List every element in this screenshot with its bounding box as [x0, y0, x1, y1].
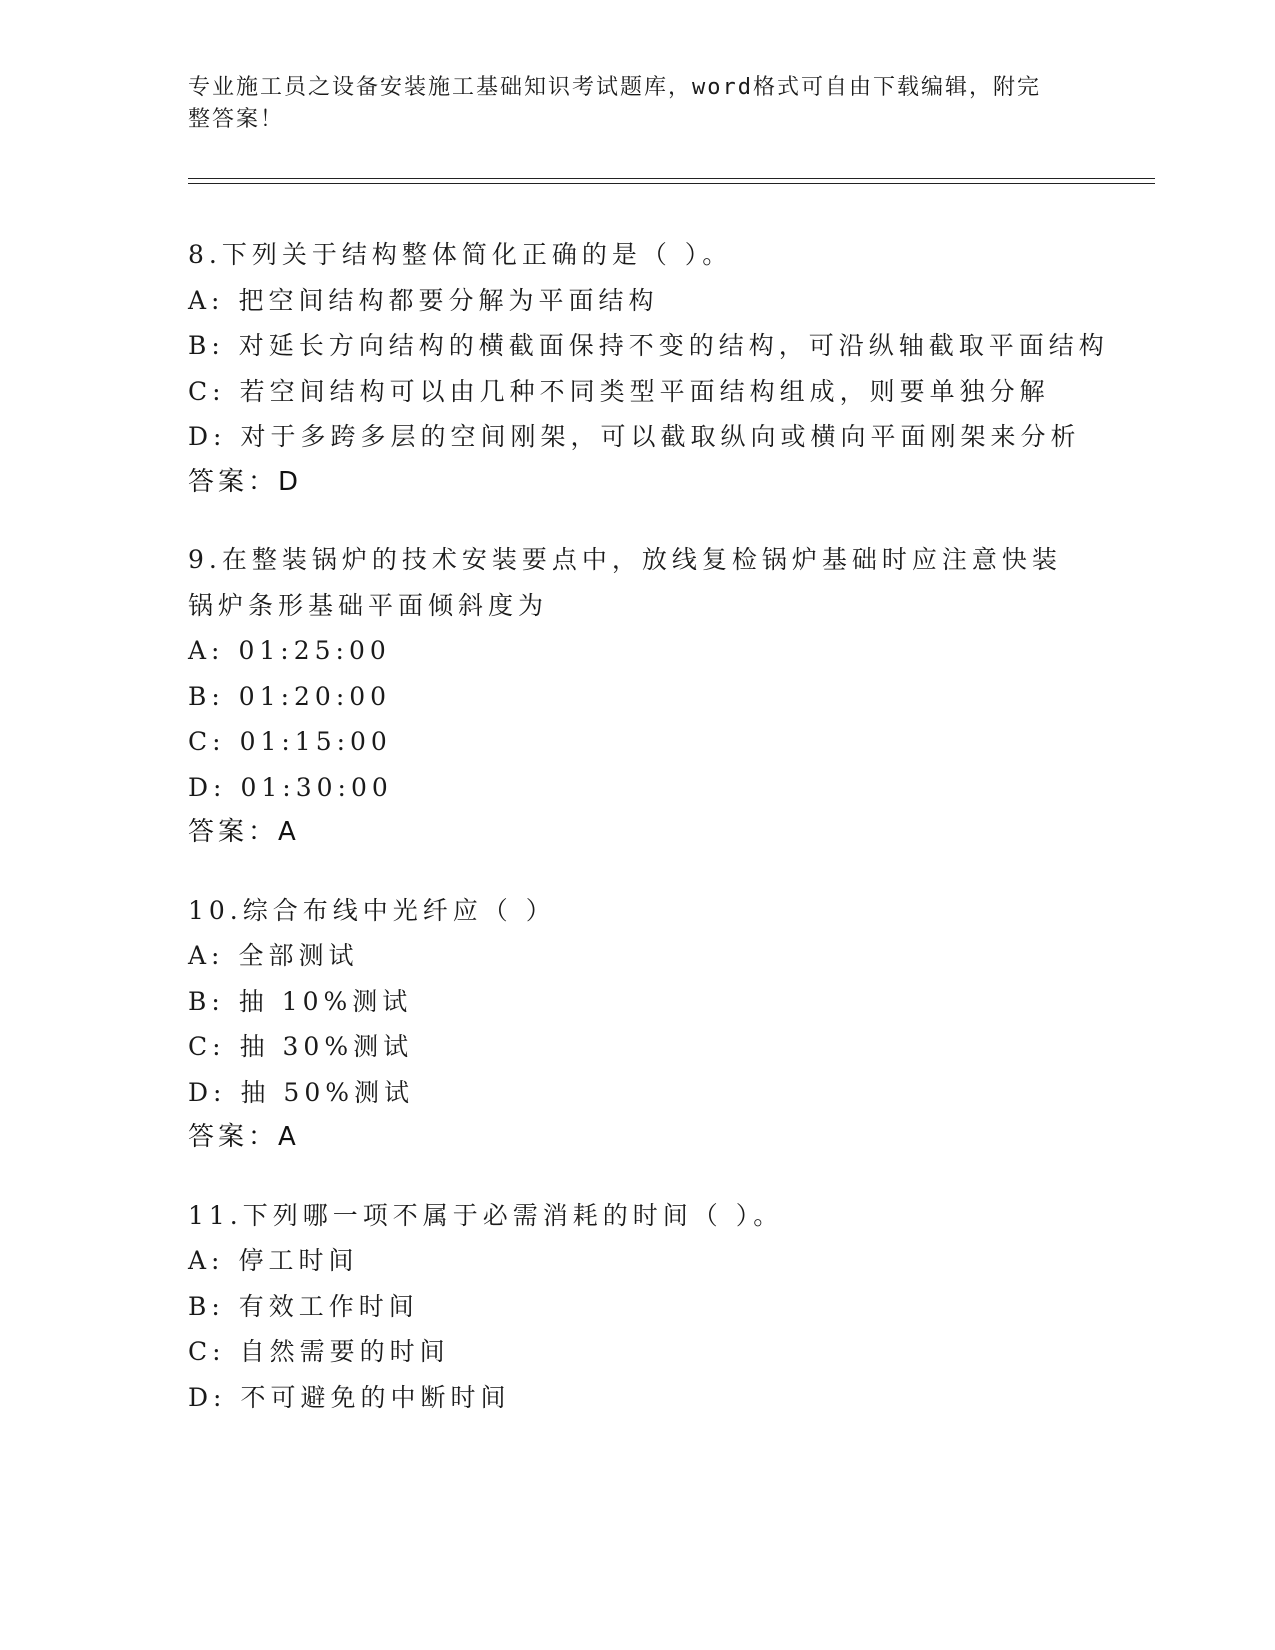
option-d	[188, 765, 1148, 811]
question-11	[188, 1193, 1148, 1421]
option-b	[188, 979, 1148, 1025]
option-text: 停工时间	[238, 1246, 359, 1275]
option-key: B:	[188, 986, 225, 1016]
option-key: D:	[188, 422, 227, 451]
question-text: 8.下列关于结构整体简化正确的是（ ）。	[188, 240, 733, 269]
option-key: C:	[188, 1032, 226, 1061]
option-key: A:	[188, 285, 225, 315]
option-text: 把空间结构都要分解为平面结构	[238, 285, 659, 315]
question-text: 11.下列哪一项不属于必需消耗的时间（ ）。	[188, 1200, 784, 1230]
option-c	[188, 369, 1148, 415]
option-b	[188, 1284, 1148, 1330]
option-d	[188, 1375, 1148, 1421]
option-key: C:	[188, 376, 226, 406]
header-divider-bottom	[188, 183, 1155, 184]
document-header	[188, 72, 1068, 136]
answer-label: 答案：A	[188, 1122, 300, 1152]
question-text: 9.在整装锅炉的技术安装要点中，放线复检锅炉基础时应注意快装锅炉条形基础平面倾斜度为	[188, 545, 1062, 620]
option-key: B:	[188, 1291, 225, 1321]
option-a	[188, 628, 1148, 674]
option-text: 对于多跨多层的空间刚架，可以截取纵向或横向平面刚架来分析	[240, 422, 1081, 451]
option-key: C:	[188, 1337, 226, 1366]
option-text: 自然需要的时间	[239, 1337, 450, 1366]
header-title-line-2: 整答案！	[188, 107, 285, 132]
option-text: 抽 30%测试	[239, 1032, 414, 1061]
option-key: D:	[188, 1077, 227, 1107]
option-c	[188, 1329, 1148, 1375]
option-key: A:	[188, 636, 225, 665]
option-key: D:	[188, 1382, 227, 1412]
question-text: 10.综合布线中光纤应（ ）	[188, 895, 556, 925]
header-divider-top	[188, 178, 1155, 179]
option-text: 抽 10%测试	[238, 986, 413, 1016]
option-key: A:	[188, 1246, 225, 1275]
option-d	[188, 1070, 1148, 1116]
option-key: D:	[188, 772, 227, 802]
option-text: 有效工作时间	[238, 1291, 419, 1321]
option-text: 对延长方向结构的横截面保持不变的结构，可沿纵轴截取平面结构	[238, 331, 1109, 360]
answer-label: 答案：A	[188, 817, 300, 847]
option-key: C:	[188, 727, 226, 756]
option-d	[188, 414, 1148, 460]
option-text: 01:20:00	[238, 681, 392, 711]
option-a	[188, 933, 1148, 979]
question-10	[188, 888, 1148, 1161]
option-text: 全部测试	[238, 941, 359, 970]
option-key: A:	[188, 941, 225, 970]
option-c	[188, 1024, 1148, 1070]
option-b	[188, 323, 1148, 369]
option-text: 若空间结构可以由几种不同类型平面结构组成，则要单独分解	[239, 376, 1050, 406]
option-key: B:	[188, 331, 225, 360]
question-list	[188, 232, 1148, 1452]
option-text: 抽 50%测试	[240, 1077, 414, 1107]
question-8	[188, 232, 1148, 505]
answer-label: 答案：D	[188, 466, 303, 497]
option-text: 01:30:00	[240, 772, 393, 802]
option-c	[188, 719, 1148, 765]
option-a	[188, 278, 1148, 324]
option-a	[188, 1238, 1148, 1284]
question-9	[188, 537, 1148, 856]
option-key: B:	[188, 681, 225, 711]
option-b	[188, 674, 1148, 720]
option-text: 01:15:00	[239, 727, 392, 756]
header-title-line-1: 专业施工员之设备安装施工基础知识考试题库，word格式可自由下载编辑，附完	[188, 75, 1041, 100]
option-text: 不可避免的中断时间	[240, 1382, 511, 1412]
option-text: 01:25:00	[238, 636, 391, 665]
